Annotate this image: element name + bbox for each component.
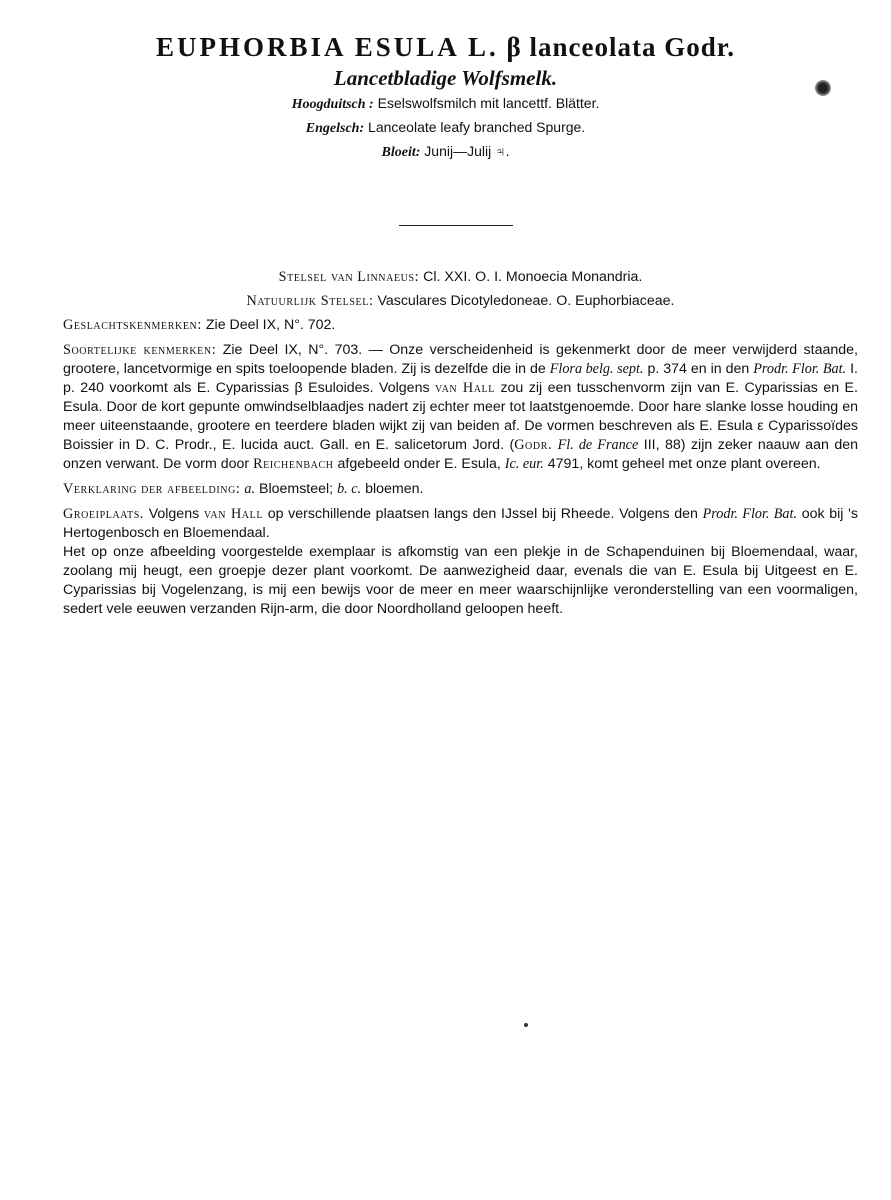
german-name: Eselswolfsmilch mit lancettf. Blätter.: [377, 95, 600, 111]
reichenbach-name: Reichenbach: [253, 456, 334, 472]
species-text-6: afgebeeld onder E. Esula,: [337, 456, 501, 472]
flowering-line: [0, 140, 891, 164]
english-name-line: [0, 116, 891, 140]
species-title: [0, 30, 891, 64]
flowering-label: Bloeit:: [381, 145, 421, 160]
flowering-period: Junij—Julij ♃.: [424, 143, 510, 159]
habitat-prodr-ref: Prodr. Flor. Bat.: [702, 506, 798, 522]
icones-europ-ref: Ic. eur.: [504, 456, 544, 472]
habitat-paragraph: [63, 505, 858, 543]
habitat-van-hall-name: van Hall: [203, 506, 264, 522]
english-name: Lanceolate leafy branched Spurge.: [368, 119, 586, 135]
species-text-2: p. 374 en in den: [647, 361, 750, 377]
german-label: Hoogduitsch :: [291, 97, 374, 112]
species-text-3: I. p. 240 voorkomt als E. Cyparissias β Esuloides. Volgens: [63, 361, 858, 396]
closing-paragraph: Het op onze afbeelding voorgestelde exemplaar is afkomstig van een plekje in de Schapenduinen bij Bloemendaal, waar, zoolang mij heugt, een groepje dezer plant voorkomt. De aanwezigheid daar, evenals die van E. Esula bij Uitgeest en E. Cyparissias bij Vogelenzang, is mij een bewijs voor de meer en meer waarschijnlijke veronderstelling van een voormaligen, sedert vele eeuwen verzanden Rijn-arm, die door Noordholland geloopen heeft.: [63, 544, 858, 617]
species-text-4: zou zij een tusschenvorm zijn van E. Cyparissias en E. Esula. Door de kort gepunte omwindselblaadjes nadert zij echter meer tot laatstgenoemde. Door hare slanke losse houding en meer uiteenstaande, grootere en teerdere bladen wijkt zij van beiden af. De vormen beschreven als E. Esula ε Cyparissoïdes Boissier in D. C. Prodr., E. lucida auct. Gall. en E. salicetorum Jord. (: [63, 380, 858, 453]
van-hall-name: van Hall: [435, 380, 495, 396]
genus-characters-text: Zie Deel IX, N°. 702.: [205, 317, 336, 333]
legend-text-bc: bloemen.: [365, 481, 424, 497]
species-text-7: 4791, komt geheel met onze plant overeen.: [547, 456, 821, 472]
linnaeus-label: Stelsel van Linnaeus:: [278, 269, 420, 285]
species-characters-paragraph: [63, 341, 858, 474]
habitat-text-2: op verschillende plaatsen langs den IJssel bij Rheede. Volgens den: [267, 506, 698, 522]
species-text-5: III, 88) zijn zeker naauw aan den onzen verwant. De vorm door: [63, 437, 858, 472]
legend-text-a: Bloemsteel;: [258, 481, 334, 497]
linnaeus-line: [63, 268, 858, 287]
natural-system-text: Vasculares Dicotyledoneae. O. Euphorbiaceae.: [377, 293, 675, 309]
species-text-1: Zie Deel IX, N°. 703. — Onze verscheidenheid is gekenmerkt door de meer verwijderd staande, grootere, lancetvormige en spits toeloopende bladen. Zij is dezelfde die in de: [63, 342, 858, 377]
legend-key-bc: b. c.: [337, 481, 362, 497]
illustration-legend-label: Verklaring der afbeelding:: [63, 481, 241, 497]
species-variety: β lanceolata Godr.: [506, 32, 736, 62]
ink-blot: [815, 80, 831, 96]
flore-de-france-ref: Fl. de France: [557, 437, 639, 453]
linnaeus-text: Cl. XXI. O. I. Monoecia Monandria.: [423, 269, 643, 285]
section-divider: [399, 225, 513, 226]
flora-belg-ref: Flora belg. sept.: [549, 361, 644, 377]
document-body: [63, 268, 858, 625]
habitat-label: Groeiplaats.: [63, 506, 144, 522]
english-label: Engelsch:: [305, 121, 365, 136]
german-name-line: [0, 92, 891, 116]
speck-mark: [524, 1023, 528, 1027]
species-name: EUPHORBIA ESULA L.: [155, 32, 499, 62]
habitat-text-1: Volgens: [148, 506, 200, 522]
document-header: [0, 30, 891, 164]
habitat-text-3: ook bij 's Hertogenbosch en Bloemendaal.: [63, 506, 858, 541]
dutch-common-name: Lancetbladige Wolfsmelk.: [333, 66, 558, 90]
species-characters-label: Soortelijke kenmerken:: [63, 342, 217, 358]
genus-characters-label: Geslachtskenmerken:: [63, 317, 202, 333]
legend-key-a: a.: [244, 481, 256, 497]
natural-system-line: [63, 292, 858, 311]
natural-system-label: Natuurlijk Stelsel:: [246, 293, 374, 309]
genus-characters-paragraph: [63, 316, 858, 335]
godron-name: Godr.: [514, 437, 553, 453]
prodr-flor-bat-ref: Prodr. Flor. Bat.: [753, 361, 847, 377]
illustration-legend-paragraph: [63, 480, 858, 499]
